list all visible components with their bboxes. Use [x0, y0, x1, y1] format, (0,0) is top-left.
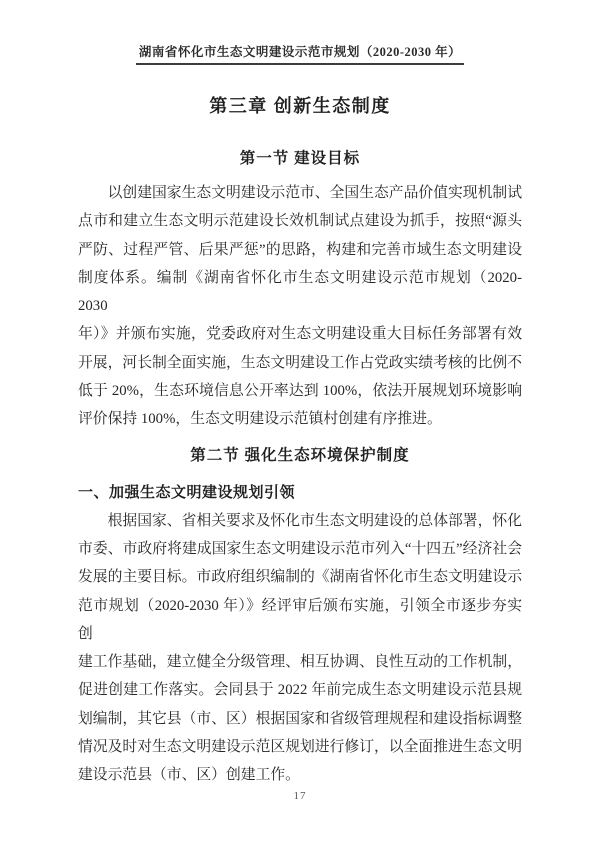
paragraph-line: 年）》并颁布实施，党委政府对生态文明建设重大目标任务部署有效	[78, 326, 522, 343]
paragraph-line: 划编制，其它县（市、区）根据国家和省级管理规程和建设指标调整	[78, 710, 522, 727]
paragraph-line: 范市规划（2020-2030 年）》经评审后颁布实施，引领全市逐步夯实创	[78, 597, 522, 642]
paragraph-line: 评价保持 100%，生态文明建设示范镇村创建有序推进。	[78, 411, 442, 428]
section2-paragraph	[78, 507, 522, 790]
paragraph-line: 建设示范县（市、区）创建工作。	[78, 767, 300, 784]
section1-title: 第一节 建设目标	[239, 150, 361, 167]
paragraph-line: 建工作基础，建立健全分级管理、相互协调、良性互动的工作机制，	[78, 654, 522, 671]
paragraph-line: 低于 20%，生态环境信息公开率达到 100%，依法开展规划环境影响	[78, 383, 522, 400]
chapter-title: 第三章 创新生态制度	[209, 96, 391, 116]
paragraph-line: 点市和建立生态文明示范建设长效机制试点建设为抓手，按照“源头	[78, 213, 522, 230]
section2-title: 第二节 强化生态环境保护制度	[190, 446, 410, 464]
running-header-text: 湖南省怀化市生态文明建设示范市规划（2020-2030 年）	[136, 45, 464, 65]
paragraph-line: 严防、过程严管、后果严惩”的思路，构建和完善市域生态文明建设	[78, 241, 522, 258]
section2-subsection-title: 一、加强生态文明建设规划引领	[78, 484, 296, 501]
paragraph-line: 以创建国家生态文明建设示范市、全国生态产品价值实现机制试	[107, 185, 522, 201]
paragraph-line: 市委、市政府将建成国家生态文明建设示范市列入“十四五”经济社会	[78, 540, 522, 557]
section1-paragraph	[78, 179, 522, 434]
paragraph-line: 制度体系。编制《湖南省怀化市生态文明建设示范市规划（2020-2030	[78, 269, 522, 315]
paragraph-line: 促进创建工作落实。会同县于 2022 年前完成生态文明建设示范县规	[78, 682, 522, 699]
page-number: 17	[293, 790, 307, 802]
paragraph-line: 情况及时对生态文明建设示范区规划进行修订，以全面推进生态文明	[78, 739, 522, 756]
paragraph-line: 根据国家、省相关要求及怀化市生态文明建设的总体部署，怀化	[107, 512, 522, 529]
running-header	[78, 45, 522, 65]
paragraph-line: 发展的主要目标。市政府组织编制的《湖南省怀化市生态文明建设示	[78, 569, 522, 586]
paragraph-line: 开展，河长制全面实施，生态文明建设工作占党政实绩考核的比例不	[78, 354, 522, 371]
